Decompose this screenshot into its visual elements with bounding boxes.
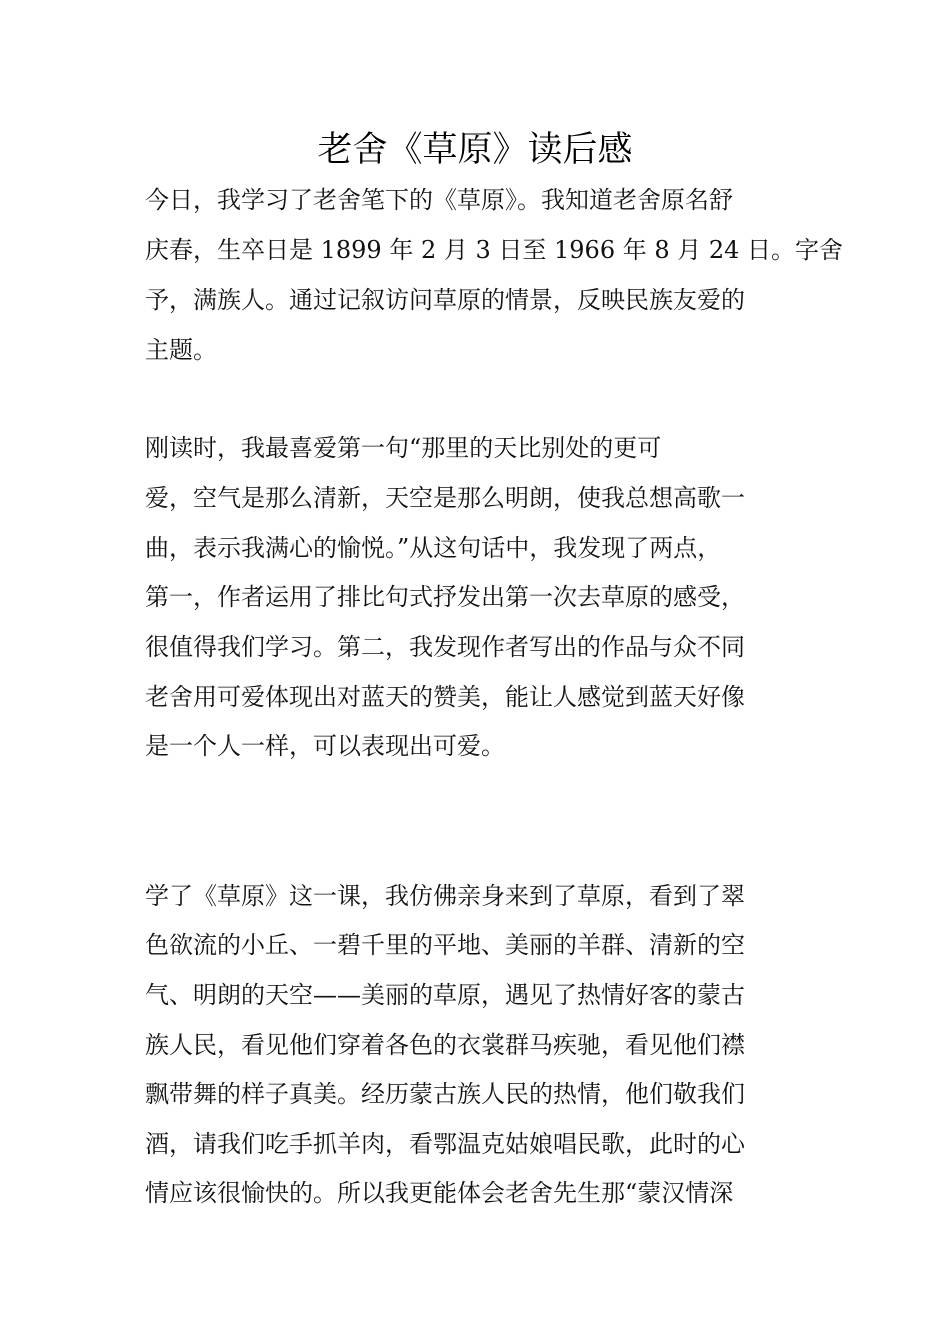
paragraph-line: 是一个人一样，可以表现出可爱。 xyxy=(145,732,505,760)
paragraph-line: 族人民，看见他们穿着各色的衣裳群马疾驰，看见他们襟 xyxy=(145,1031,745,1059)
paragraph-line: 主题。 xyxy=(145,336,217,364)
paragraph-line: 老舍用可爱体现出对蓝天的赞美，能让人感觉到蓝天好像 xyxy=(145,683,745,711)
paragraph-line: 学了《草原》这一课，我仿佛亲身来到了草原，看到了翠 xyxy=(145,882,745,910)
paragraph-line: 飘带舞的样子真美。经历蒙古族人民的热情，他们敬我们 xyxy=(145,1080,745,1108)
paragraph-line: 酒，请我们吃手抓羊肉，看鄂温克姑娘唱民歌，此时的心 xyxy=(145,1130,745,1158)
document-title: 老舍《草原》读后感 xyxy=(317,130,633,170)
paragraph-line: 色欲流的小丘、一碧千里的平地、美丽的羊群、清新的空 xyxy=(145,931,745,959)
paragraph-line: 情应该很愉快的。所以我更能体会老舍先生那“蒙汉情深 xyxy=(145,1179,734,1207)
paragraph-line: 刚读时，我最喜爱第一句“那里的天比别处的更可 xyxy=(145,434,662,462)
paragraph-line: 第一，作者运用了排比句式抒发出第一次去草原的感受， xyxy=(145,583,745,611)
paragraph-line: 今日，我学习了老舍笔下的《草原》。我知道老舍原名舒 xyxy=(145,186,733,214)
paragraph-line: 很值得我们学习。第二，我发现作者写出的作品与众不同 xyxy=(145,633,745,661)
paragraph-line: 气、明朗的天空——美丽的草原，遇见了热情好客的蒙古 xyxy=(145,981,745,1009)
paragraph-line: 庆春，生卒日是 1899 年 2 月 3 日至 1966 年 8 月 24 日。字舍 xyxy=(145,236,844,264)
paragraph-line: 曲，表示我满心的愉悦。”从这句话中，我发现了两点， xyxy=(145,534,722,562)
paragraph-line: 予，满族人。通过记叙访问草原的情景，反映民族友爱的 xyxy=(145,286,745,314)
paragraph-line: 爱，空气是那么清新，天空是那么明朗，使我总想高歌一 xyxy=(145,484,745,512)
